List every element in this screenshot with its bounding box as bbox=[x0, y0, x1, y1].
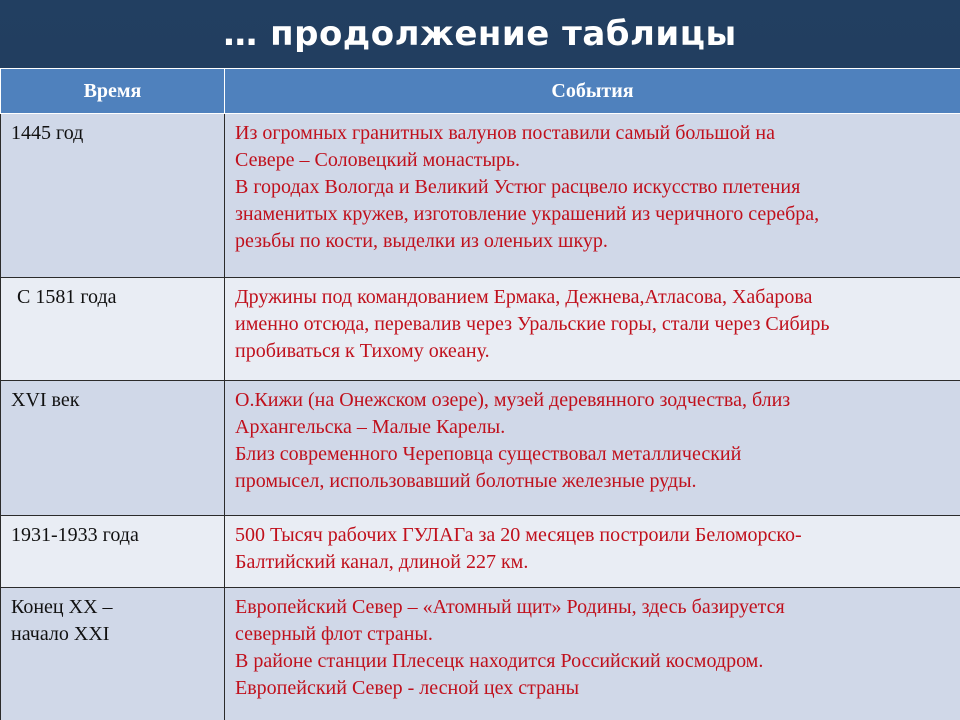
event-line: Дружины под командованием Ермака, Дежнева,Атласова, Хабарова bbox=[235, 286, 813, 308]
table-header-row bbox=[1, 69, 960, 114]
events-cell bbox=[225, 278, 960, 381]
events-cell bbox=[225, 114, 960, 278]
time-line: XVI век bbox=[11, 389, 80, 411]
event-line: Из огромных гранитных валунов поставили самый большой на bbox=[235, 122, 775, 144]
event-line: В городах Вологда и Великий Устюг расцвело искусство плетения bbox=[235, 176, 801, 198]
event-line: Архангельска – Малые Карелы. bbox=[235, 416, 506, 438]
events-cell bbox=[225, 381, 960, 516]
time-cell bbox=[1, 588, 225, 720]
time-line: 1445 год bbox=[11, 122, 84, 144]
events-cell bbox=[225, 588, 960, 720]
event-line: В районе станции Плесецк находится Российский космодром. bbox=[235, 650, 764, 672]
events-cell bbox=[225, 516, 960, 588]
table-row bbox=[1, 381, 960, 516]
table-row bbox=[1, 114, 960, 278]
time-line: начало XXI bbox=[11, 623, 110, 645]
event-line: именно отсюда, перевалив через Уральские горы, стали через Сибирь bbox=[235, 313, 830, 335]
time-cell bbox=[1, 114, 225, 278]
slide-title: … продолжение таблицы bbox=[223, 14, 737, 54]
event-line: Севере – Соловецкий монастырь. bbox=[235, 149, 521, 171]
time-cell bbox=[1, 516, 225, 588]
table-row bbox=[1, 516, 960, 588]
event-line: Близ современного Череповца существовал металлический bbox=[235, 443, 742, 465]
event-line: Балтийский канал, длиной 227 км. bbox=[235, 551, 529, 573]
event-line: промысел, использовавший болотные железные руды. bbox=[235, 470, 697, 492]
event-line: 500 Тысяч рабочих ГУЛАГа за 20 месяцев построили Беломорско- bbox=[235, 524, 802, 546]
events-table bbox=[0, 68, 960, 720]
event-line: северный флот страны. bbox=[235, 623, 433, 645]
event-line: пробиваться к Тихому океану. bbox=[235, 340, 490, 362]
table-row bbox=[1, 588, 960, 720]
table-row bbox=[1, 278, 960, 381]
time-line: С 1581 года bbox=[17, 286, 117, 308]
event-line: Европейский Север – «Атомный щит» Родины, здесь базируется bbox=[235, 596, 785, 618]
header-events: События bbox=[225, 69, 960, 114]
time-cell bbox=[1, 278, 225, 381]
time-line: Конец XX – bbox=[11, 596, 113, 618]
time-line: 1931-1933 года bbox=[11, 524, 139, 546]
time-cell bbox=[1, 381, 225, 516]
event-line: О.Кижи (на Онежском озере), музей деревянного зодчества, близ bbox=[235, 389, 791, 411]
header-time: Время bbox=[1, 69, 225, 114]
event-line: Европейский Север - лесной цех страны bbox=[235, 677, 580, 699]
event-line: знаменитых кружев, изготовление украшений из черичного серебра, bbox=[235, 203, 820, 225]
event-line: резьбы по кости, выделки из оленьих шкур. bbox=[235, 230, 608, 252]
